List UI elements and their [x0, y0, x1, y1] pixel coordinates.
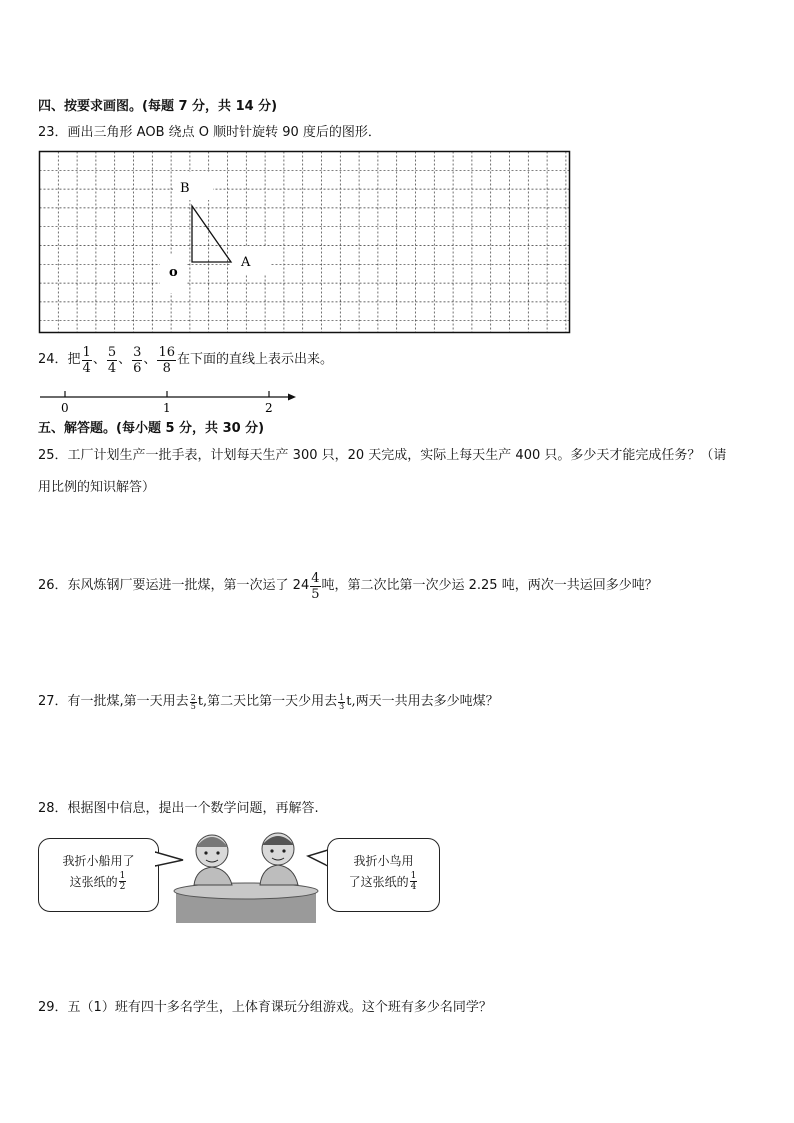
q26-mixed-fraction: $\frac{4}{5}$ [311, 570, 320, 602]
separator: 、 [92, 352, 106, 367]
separator: 、 [143, 352, 157, 367]
question-25-line-2: 用比例的知识解答） [38, 480, 156, 495]
question-25-line-1: 25．工厂计划生产一批手表，计划每天生产 300 只，20 天完成，实际上每天生产 400 只。多少天才能完成任务？（请 [38, 448, 727, 463]
q24-fraction-3: $\frac{3}{6}$ [133, 344, 142, 376]
q24-prefix: 24．把 [38, 352, 81, 367]
q27-fraction-2: $\frac{1}{3}$ [339, 692, 345, 711]
right-bubble-fraction: $\frac{1}{4}$ [410, 871, 417, 892]
question-27: 27．有一批煤,第一天用去 $\frac{2}{5}$ t, 第二天比第一天少用去 $\frac{1}{3}$ t, 两天一共用去多少吨煤？ [38, 692, 499, 711]
arrow-right-icon [288, 394, 296, 401]
question-23-text: 23．画出三角形 AOB 绕点 O 顺时针旋转 90 度后的图形． [38, 125, 381, 140]
tick-2: 2 [265, 401, 273, 415]
question-28-text: 28．根据图中信息，提出一个数学问题，再解答. [38, 801, 319, 816]
q24-fraction-1: $\frac{1}{4}$ [82, 344, 91, 376]
label-o: o [169, 265, 178, 280]
number-line [38, 388, 303, 418]
grid-figure [38, 150, 571, 334]
tick-1: 1 [163, 401, 171, 415]
left-bubble-fraction: $\frac{1}{2}$ [119, 871, 126, 892]
question-26: 26．东风炼钢厂要运进一批煤，第一次运了 24 $\frac{4}{5}$ 吨，第二次比第一次少运 2.25 吨，两次一共运回多少吨？ [38, 570, 658, 602]
right-speech-bubble: 我折小鸟用 了这张纸的 $\frac{1}{4}$ [327, 838, 440, 912]
grid-lines [40, 152, 570, 333]
children-illustration [170, 825, 320, 923]
grid-border [40, 152, 570, 333]
tick-0: 0 [61, 401, 69, 415]
label-b: B [180, 181, 190, 196]
left-speech-bubble: 我折小船用了 这张纸的 $\frac{1}{2}$ [38, 838, 159, 912]
triangle-aob [192, 206, 231, 262]
q27-fraction-1: $\frac{2}{5}$ [190, 692, 196, 711]
q24-fraction-2: $\frac{5}{4}$ [107, 344, 117, 376]
section-5-heading: 五、解答题。(每小题 5 分，共 30 分) [38, 421, 265, 436]
label-a: A [241, 255, 251, 270]
question-24 [38, 340, 333, 380]
q24-suffix: 在下面的直线上表示出来。 [176, 352, 333, 367]
q24-fraction-4: $\frac{16}{8}$ [158, 344, 175, 376]
section-4-heading: 四、按要求画图。(每题 7 分，共 14 分) [38, 99, 278, 114]
separator: 、 [118, 352, 132, 367]
question-29-text: 29．五（1）班有四十多名学生，上体育课玩分组游戏。这个班有多少名同学？ [38, 1000, 492, 1015]
